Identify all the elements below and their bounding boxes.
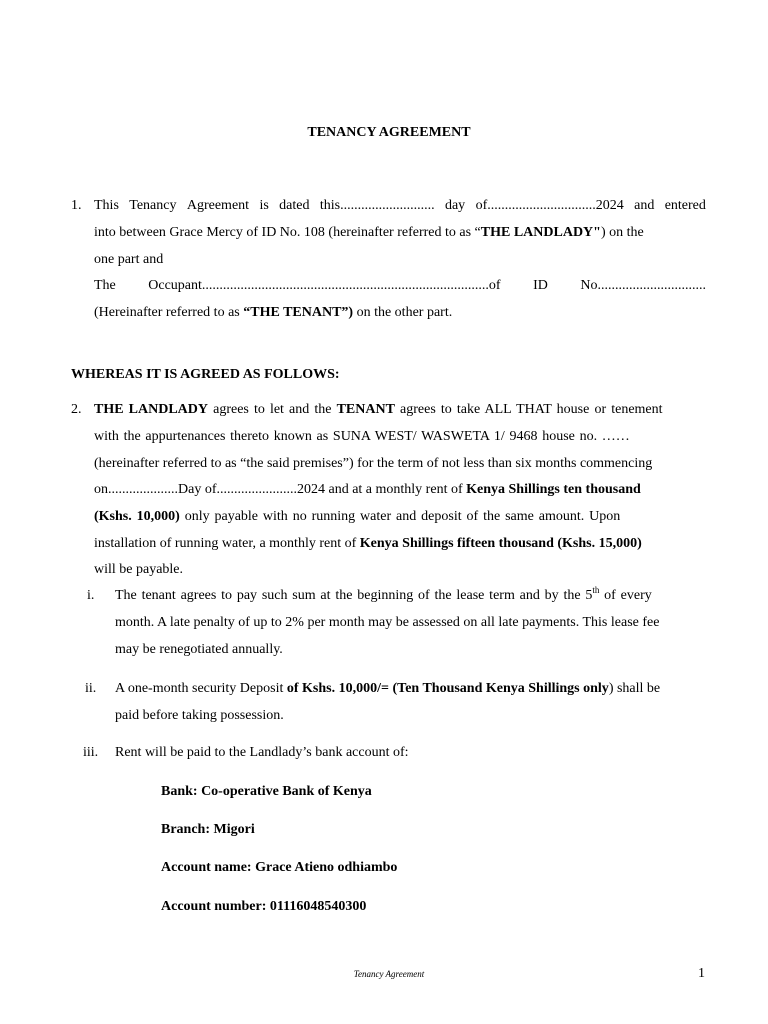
clause-1-line-1-word: of...............................2024 <box>475 198 624 213</box>
account-number: Account number: 01116048540300 <box>161 899 367 914</box>
tenant-term: “THE TENANT”) <box>243 305 354 320</box>
sub-iii-number: iii. <box>83 745 99 760</box>
clause-2-line-6: installation of running water, a monthly rent of Kenya Shillings fifteen thousand (Kshs. 15,000) <box>94 536 642 551</box>
clause-1-line-4 <box>94 278 706 294</box>
clause-1-line-1-word: entered <box>664 198 706 213</box>
sub-ii-line-1: A one-month security Deposit of Kshs. 10,000/= (Ten Thousand Kenya Shillings only) shall be <box>115 681 661 696</box>
clause-1-line-4-word: No............................... <box>580 278 706 293</box>
clause-2-number: 2. <box>71 402 82 417</box>
clause-1-line-1 <box>94 198 706 214</box>
clause-1-line-4-word: Occupant..................................................................................of <box>148 278 501 293</box>
landlady-term: THE LANDLADY" <box>480 225 601 240</box>
clause-2-line-5: (Kshs. 10,000) only payable with no running water and deposit of the same amount. Upon <box>94 509 621 524</box>
page-number: 1 <box>698 966 705 981</box>
clause-1-line-1-word: day <box>444 198 466 213</box>
clause-2-line-2: with the appurtenances thereto known as SUNA WEST/ WASWETA 1/ 9468 house no. …… <box>94 429 630 444</box>
clause-1-line-1-word: dated <box>279 198 310 213</box>
account-name: Account name: Grace Atieno odhiambo <box>161 860 398 875</box>
sub-i-line-3: may be renegotiated annually. <box>115 642 283 657</box>
clause-1-line-1-word: Tenancy <box>129 198 177 213</box>
clause-1-line-1-word: Agreement <box>186 198 250 213</box>
sub-ii-line-2: paid before taking possession. <box>115 708 284 723</box>
footer-label: Tenancy Agreement <box>353 969 425 979</box>
clause-1-line-1-word: this........................... <box>319 198 435 213</box>
sub-i-number: i. <box>87 588 95 603</box>
clause-1-number: 1. <box>71 198 82 213</box>
sub-i-line-2: month. A late penalty of up to 2% per month may be assessed on all late payments. This lease fee <box>115 615 660 630</box>
clause-1-line-1-word: is <box>259 198 269 213</box>
sub-iii-line-1: Rent will be paid to the Landlady’s bank account of: <box>115 745 409 760</box>
clause-1-line-2: into between Grace Mercy of ID No. 108 (hereinafter referred to as “THE LANDLADY") on the <box>94 225 644 240</box>
sub-i-line-1: The tenant agrees to pay such sum at the beginning of the lease term and by the 5th of every <box>115 585 652 603</box>
bank-name: Bank: Co-operative Bank of Kenya <box>161 784 372 799</box>
clause-1-line-5: (Hereinafter referred to as “THE TENANT”) on the other part. <box>94 305 453 320</box>
bank-branch: Branch: Migori <box>161 822 255 837</box>
clause-2-line-4: on....................Day of.......................2024 and at a monthly rent of Kenya Shillings ten thousand <box>94 482 641 497</box>
clause-1-line-3: one part and <box>94 252 164 267</box>
clause-2-line-7: will be payable. <box>94 562 184 577</box>
clause-1-line-1-word: and <box>634 198 655 213</box>
clause-1-line-4-word: The <box>94 278 116 293</box>
clause-2-line-1: THE LANDLADY agrees to let and the TENANT agrees to take ALL THAT house or tenement <box>94 402 663 417</box>
clause-2-line-3: (hereinafter referred to as “the said premises”) for the term of not less than six months commencing <box>94 456 653 471</box>
clause-1-line-1-word: This <box>94 198 119 213</box>
whereas-heading: WHEREAS IT IS AGREED AS FOLLOWS: <box>71 367 340 382</box>
clause-1-line-4-word: ID <box>533 278 548 293</box>
document-title: TENANCY AGREEMENT <box>307 125 471 140</box>
sub-ii-number: ii. <box>85 681 97 696</box>
